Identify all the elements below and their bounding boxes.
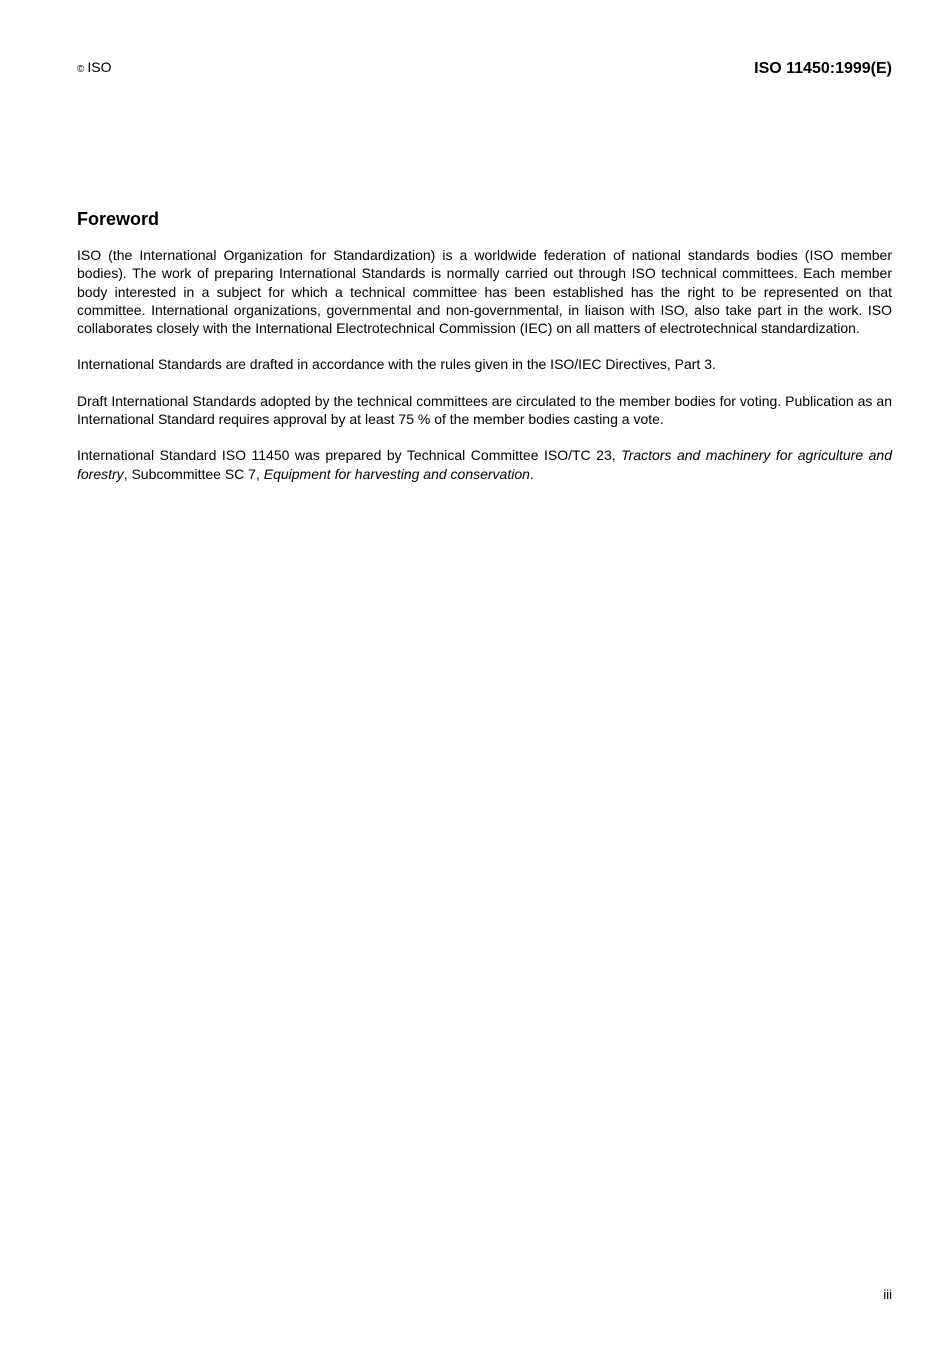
page-number: iii	[883, 1287, 892, 1302]
foreword-paragraph-3: Draft International Standards adopted by the technical committees are circulated to the member bodies for voting. Publication as an International Standard requires approval by at least 75 % of the member bodies casting a vote.	[77, 392, 892, 428]
foreword-title: Foreword	[77, 209, 160, 229]
foreword-paragraph-4	[77, 446, 892, 483]
paragraph-4-text-a: International Standard ISO 11450 was prepared by Technical Committee ISO/TC 23,	[77, 447, 622, 464]
foreword-paragraph-2: International Standards are drafted in accordance with the rules given in the ISO/IEC Directives, Part 3.	[77, 356, 716, 373]
paragraph-4-text-c: .	[529, 465, 534, 482]
foreword-paragraph-1: ISO (the International Organization for Standardization) is a worldwide federation of national standards bodies (ISO member bodies). The work of preparing International Standards is normally carried out through ISO technical committees. Each member body interested in a subject for which a technical committee has been established has the right to be represented on that committee. International organizations, governmental and non-governmental, in liaison with ISO, also take part in the work. ISO collaborates closely with the International Electrotechnical Commission (IEC) on all matters of electrotechnical standardization.	[77, 247, 892, 337]
committee-title: Tractors and machinery for agriculture and forestry	[77, 447, 892, 482]
foreword-section	[77, 207, 892, 501]
copyright-symbol: ©	[77, 64, 85, 75]
subcommittee-title: Equipment for harvesting and conservation	[263, 465, 530, 482]
copyright-notice	[77, 58, 112, 79]
paragraph-4-text-b: , Subcommittee SC 7,	[123, 465, 264, 482]
copyright-org: ISO	[87, 59, 112, 75]
document-id: ISO 11450:1999(E)	[754, 60, 892, 77]
